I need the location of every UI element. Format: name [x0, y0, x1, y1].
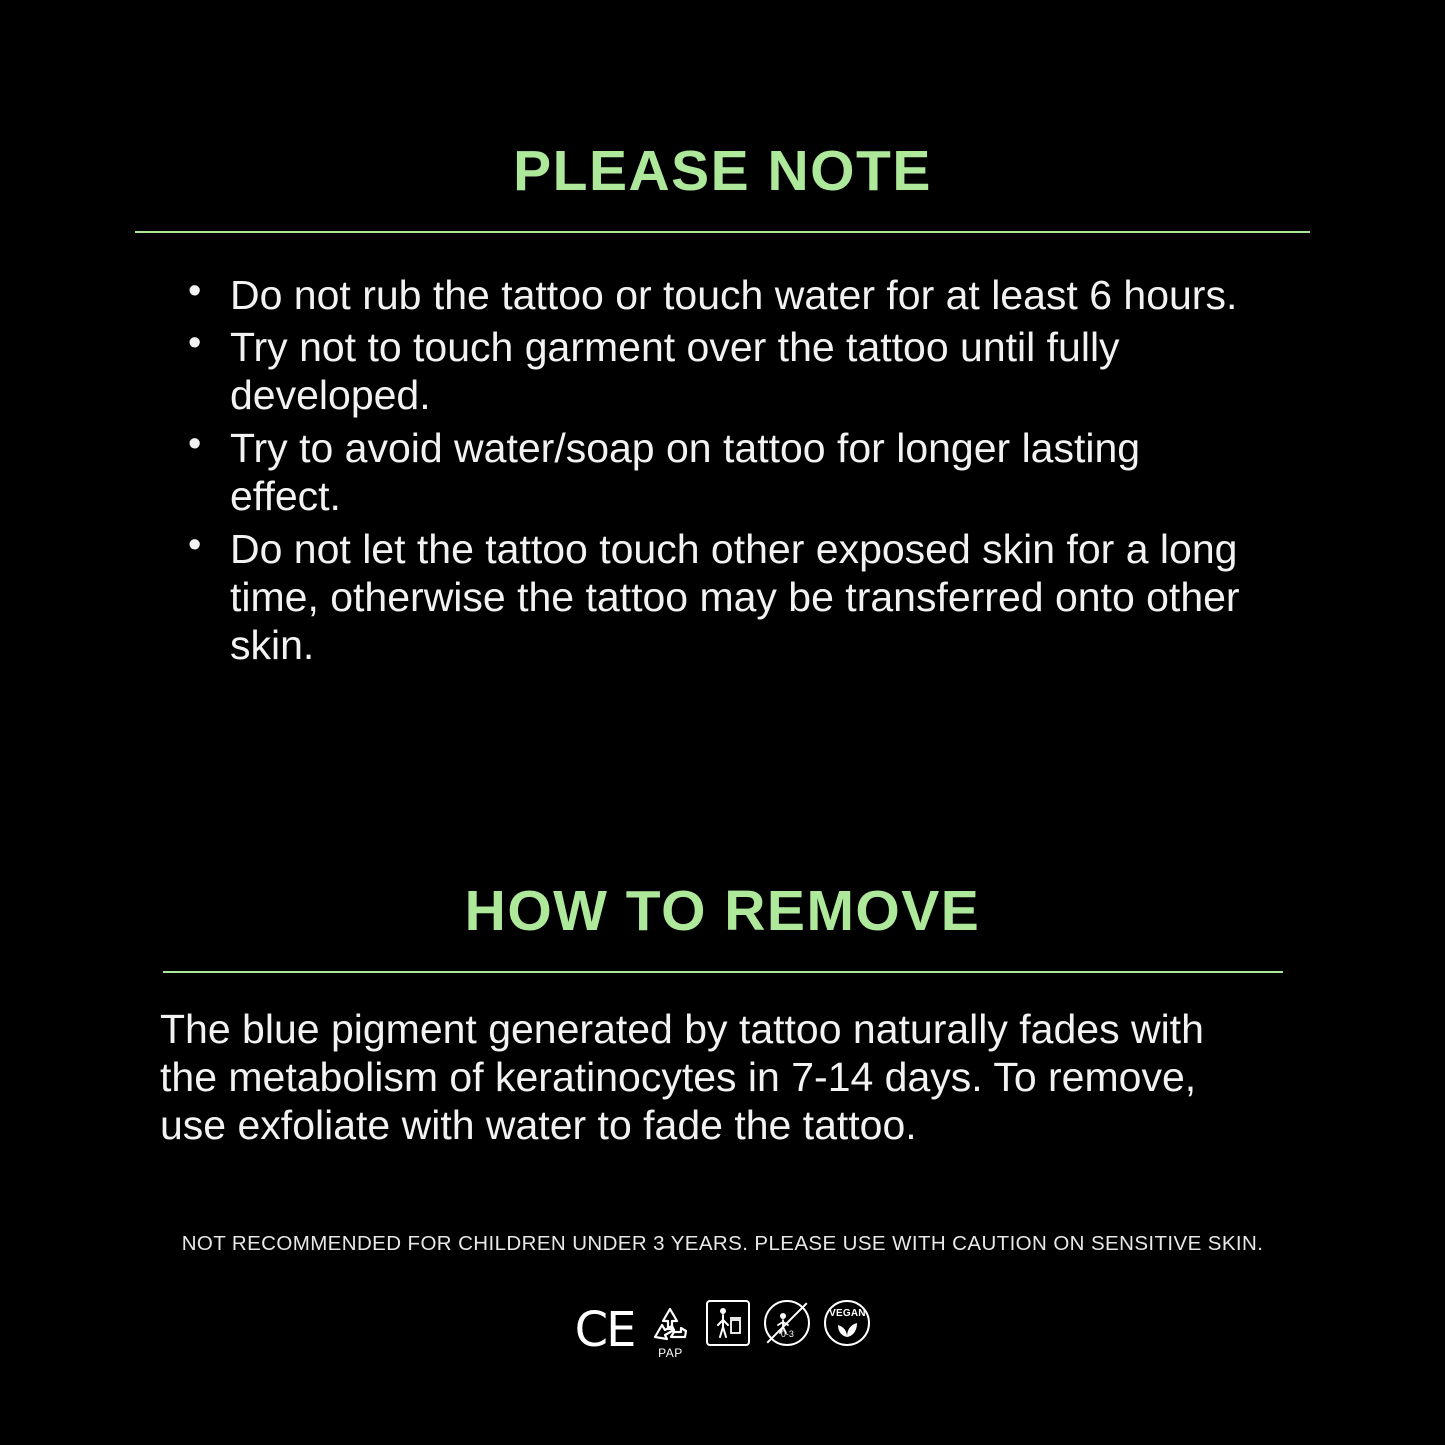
vegan-icon [824, 1300, 870, 1346]
please-note-section [0, 140, 1445, 674]
please-note-list [0, 271, 1445, 670]
list-item: • Try not to touch garment over the tattoo until fully developed. [180, 323, 1255, 420]
please-note-heading: PLEASE NOTE [513, 139, 932, 203]
recycling-arrows-glyph [648, 1304, 692, 1344]
pap-label: PAP [658, 1346, 683, 1360]
vegan-frame [824, 1300, 870, 1346]
list-item: • Try to avoid water/soap on tattoo for longer lasting effect. [180, 424, 1255, 521]
age-range-label: 0-3 [780, 1329, 794, 1339]
how-to-remove-heading: HOW TO REMOVE [464, 879, 981, 943]
vegan-label: VEGAN [829, 1307, 866, 1319]
ce-mark-icon [574, 1300, 635, 1358]
how-to-remove-divider [163, 971, 1283, 973]
list-item: • Do not rub the tattoo or touch water for at least 6 hours. [180, 271, 1255, 319]
please-note-divider [135, 231, 1310, 233]
list-item: • Do not let the tattoo touch other exposed skin for a long time, otherwise the tattoo may be transferred onto other skin. [180, 525, 1255, 670]
ce-mark-glyph: CE [574, 1302, 635, 1358]
leaf-glyph [834, 1320, 860, 1338]
recycling-pap-icon [648, 1304, 692, 1360]
dispose-in-bin-frame [706, 1300, 750, 1346]
person-with-bin-glyph [714, 1306, 742, 1340]
compliance-icons-row [0, 1300, 1445, 1360]
how-to-remove-section [0, 880, 1445, 1150]
disclaimer-text: NOT RECOMMENDED FOR CHILDREN UNDER 3 YEARS. PLEASE USE WITH CAUTION ON SENSITIVE SKIN. [181, 1232, 1264, 1255]
how-to-remove-paragraph: The blue pigment generated by tattoo naturally fades with the metabolism of keratinocytes in 7-14 days. To remove, use exfoliate with water to fade the tattoo. [160, 1005, 1204, 1149]
dispose-in-bin-icon [706, 1300, 750, 1346]
age-restriction-frame [764, 1300, 810, 1346]
not-for-children-under-3-icon [764, 1300, 810, 1346]
